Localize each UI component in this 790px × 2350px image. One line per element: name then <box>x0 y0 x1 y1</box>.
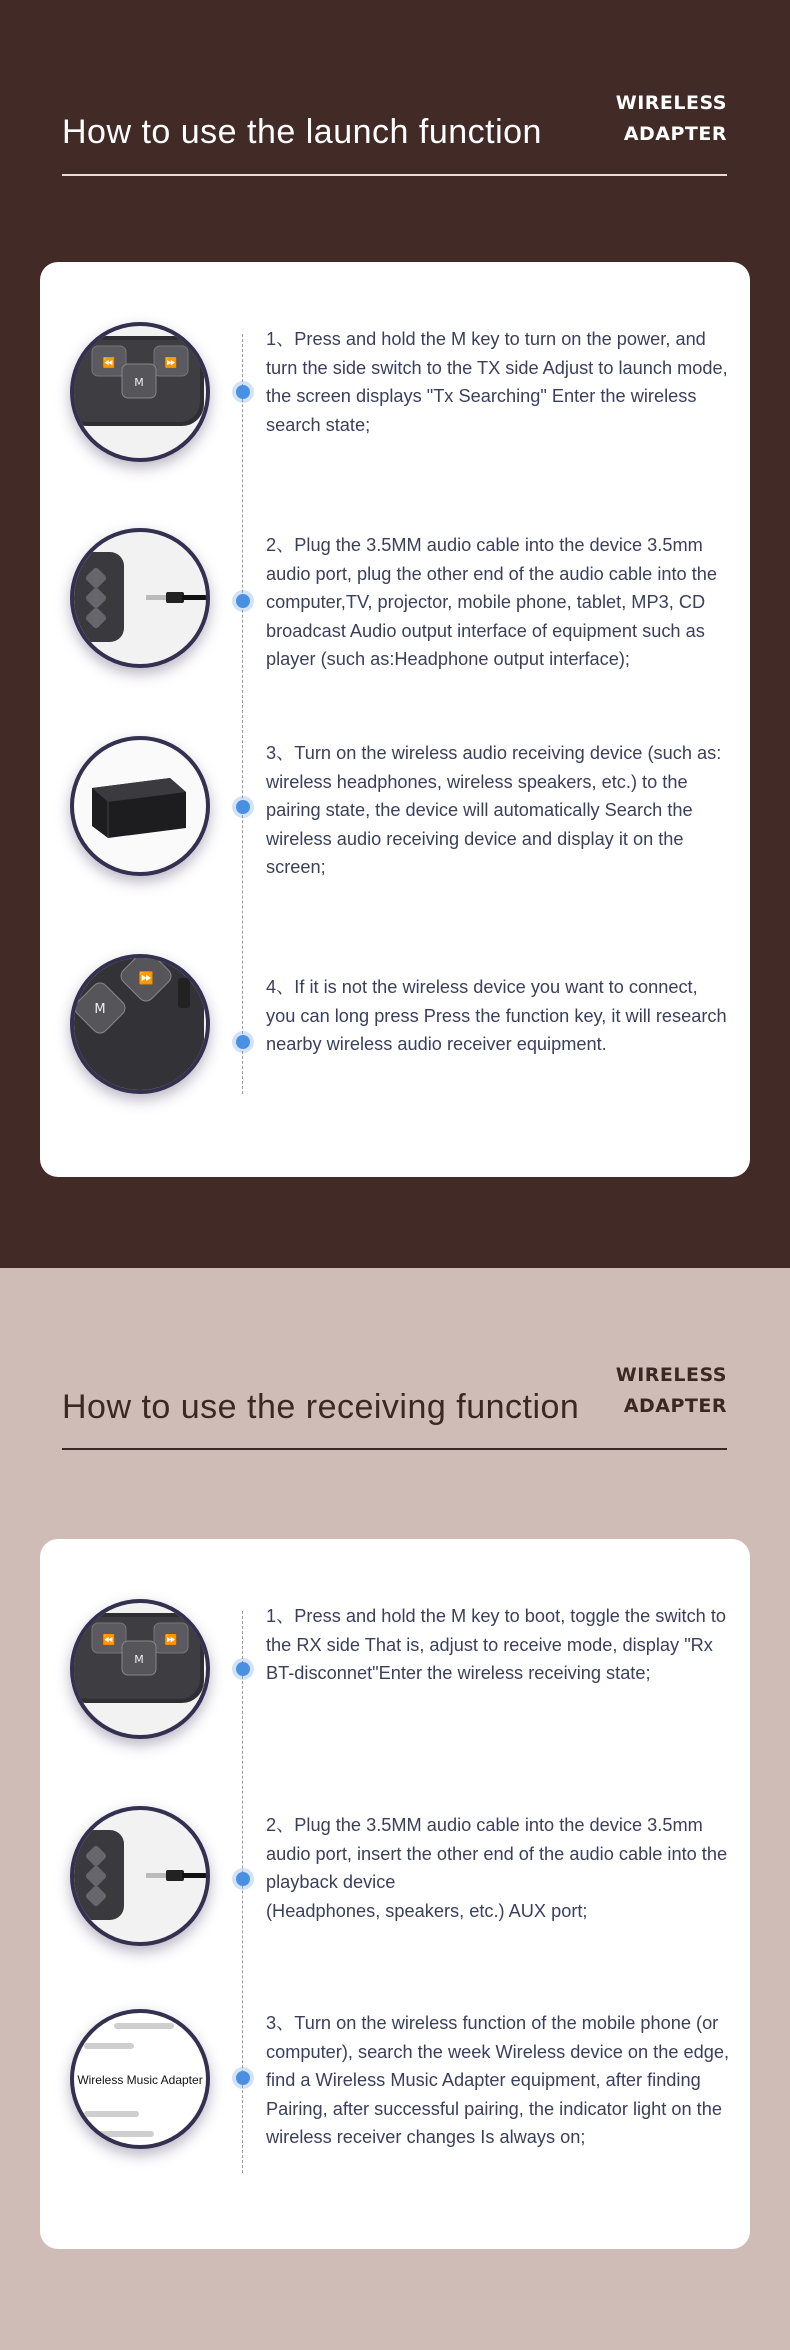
step-text: 2、Plug the 3.5MM audio cable into the device 3.5mm audio port, plug the other end of the audio cable into the computer,TV, projector, mobile phone, tablet, MP3, CD broadcast Audio output interface of equipment such as player (such as:Headphone output interface); <box>266 535 717 669</box>
timeline-dot <box>236 1662 250 1676</box>
svg-text:M: M <box>134 376 144 389</box>
blurred-list-row <box>94 2131 154 2137</box>
timeline-dot <box>236 385 250 399</box>
svg-text:M: M <box>134 1653 144 1666</box>
svg-text:⏪: ⏪ <box>102 358 116 369</box>
brand-line-2: ADAPTER <box>623 1395 727 1417</box>
brand-line-2: ADAPTER <box>623 123 727 145</box>
launch-brand <box>616 88 727 150</box>
step-text: 3、Turn on the wireless function of the mobile phone (or computer), search the week Wireless device on the edge, find a Wireless Music Adapter equipment, after finding Pairing, after successful pairing, the indicator light on the wireless receiver changes Is always on; <box>266 2013 729 2147</box>
timeline-dot <box>236 1872 250 1886</box>
receive-brand <box>616 1360 727 1422</box>
device-list-item: Wireless Music Adapter <box>77 2073 203 2087</box>
brand-line-1: WIRELESS <box>615 1364 727 1386</box>
blurred-list-row <box>84 2111 139 2117</box>
audio-cable-image <box>70 528 210 668</box>
title-divider <box>62 174 727 176</box>
launch-steps-card <box>40 262 750 1177</box>
blurred-list-row <box>114 2023 174 2029</box>
svg-text:M: M <box>94 1002 106 1017</box>
step-text: 1、Press and hold the M key to boot, toggle the switch to the RX side That is, adjust to receive mode, display "Rx BT-disconnet"Enter the wireless receiving state; <box>266 1606 726 1683</box>
speaker-image <box>70 736 210 876</box>
receive-section <box>0 1268 790 2350</box>
timeline-line <box>242 1611 243 2173</box>
timeline-dot <box>236 594 250 608</box>
blurred-list-row <box>84 2043 134 2049</box>
audio-cable-image <box>70 1806 210 1946</box>
svg-text:⏩: ⏩ <box>138 971 154 985</box>
step-text: 3、Turn on the wireless audio receiving device (such as: wireless headphones, wireless speakers, etc.) to the pairing state, the device will automatically Search the wireless audio receiving device and display it on the screen; <box>266 743 722 877</box>
step-text: 2、Plug the 3.5MM audio cable into the device 3.5mm audio port, insert the other end of the audio cable into the playback device (Headphones, speakers, etc.) AUX port; <box>266 1815 728 1921</box>
title-divider <box>62 1448 727 1450</box>
adapter-buttons-image <box>70 322 210 462</box>
timeline-dot <box>236 1035 250 1049</box>
timeline-line <box>242 334 243 1094</box>
timeline-dot <box>236 2071 250 2085</box>
adapter-buttons-image <box>70 1599 210 1739</box>
timeline-dot <box>236 800 250 814</box>
receive-title: How to use the receiving function <box>62 1388 580 1426</box>
svg-text:⏩: ⏩ <box>164 1635 178 1646</box>
receive-steps-card <box>40 1539 750 2249</box>
svg-text:⏩: ⏩ <box>164 358 178 369</box>
brand-line-1: WIRELESS <box>615 92 727 114</box>
step-text: 1、Press and hold the M key to turn on the power, and turn the side switch to the TX side Adjust to launch mode, the screen displays "Tx Searching" Enter the wireless search state; <box>266 329 728 435</box>
step-text: 4、If it is not the wireless device you want to connect, you can long press Press the function key, it will research nearby wireless audio receiver equipment. <box>266 977 727 1054</box>
phone-list-image <box>70 2009 210 2149</box>
adapter-closeup-image <box>70 954 210 1094</box>
launch-title: How to use the launch function <box>62 113 542 151</box>
svg-text:⏪: ⏪ <box>102 1635 116 1646</box>
